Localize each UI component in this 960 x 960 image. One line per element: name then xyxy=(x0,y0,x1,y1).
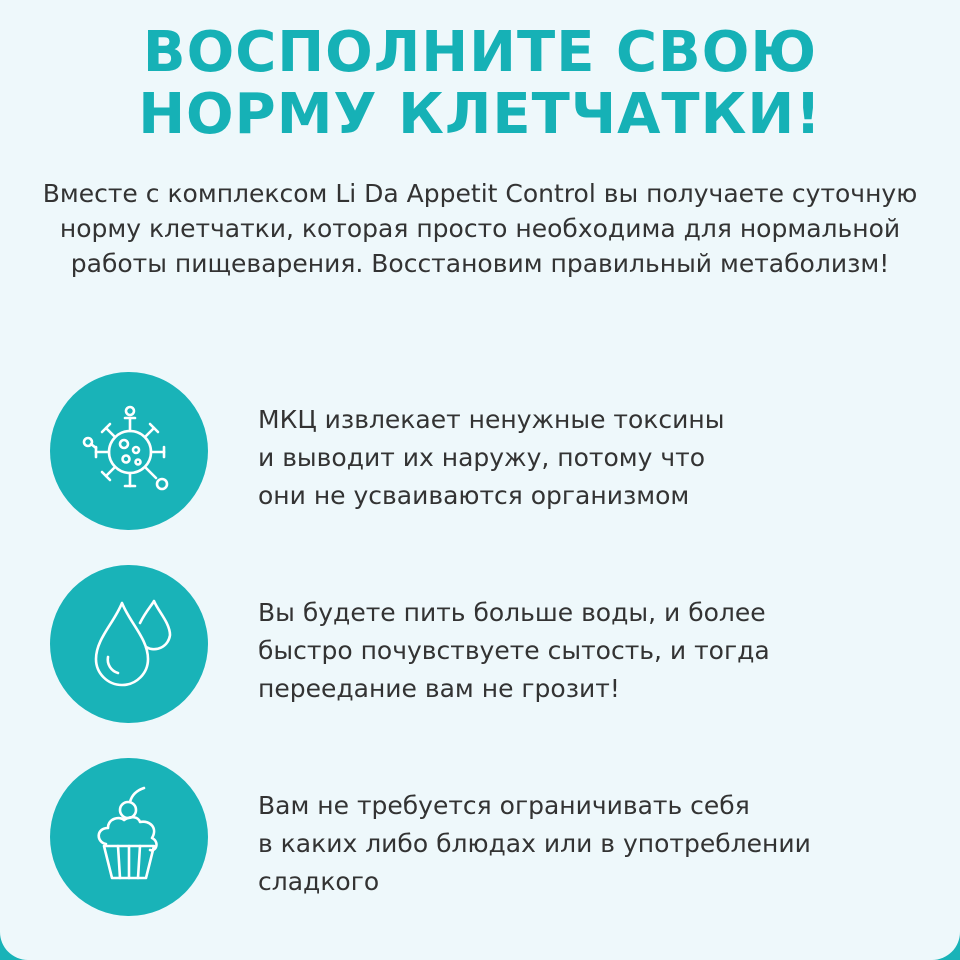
feature-text-line: сладкого xyxy=(258,867,380,896)
feature-text-line: переедание вам не грозит! xyxy=(258,674,620,703)
feature-text-line: в каких либо блюдах или в употреблении xyxy=(258,829,811,858)
feature-icon-circle xyxy=(50,565,208,723)
intro-paragraph: Вместе с комплексом Li Da Appetit Control вы получаете суточную норму клетчатки, которая просто необходима для нормальной работы пищеварения. Восстановим правильный метаболизм! xyxy=(42,179,918,278)
feature-text-line: МКЦ извлекает ненужные токсины xyxy=(258,405,725,434)
virus-icon xyxy=(74,396,184,506)
water-drops-icon xyxy=(74,589,184,699)
title-line-2: НОРМУ КЛЕТЧАТКИ! xyxy=(138,82,822,147)
feature-text-line: и выводит их наружу, потому что xyxy=(258,443,705,472)
feature-sweets xyxy=(50,758,910,916)
feature-text-line: они не усваиваются организмом xyxy=(258,481,690,510)
feature-icon-circle xyxy=(50,758,208,916)
feature-text-line: быстро почувствуете сытость, и тогда xyxy=(258,636,770,665)
feature-toxins xyxy=(50,372,910,530)
feature-text-line: Вы будете пить больше воды, и более xyxy=(258,598,766,627)
page-title xyxy=(0,22,960,146)
cupcake-icon xyxy=(74,782,184,892)
feature-text-line: Вам не требуется ограничивать себя xyxy=(258,791,750,820)
feature-water xyxy=(50,565,910,723)
feature-text xyxy=(258,401,878,515)
title-line-1: ВОСПОЛНИТЕ СВОЮ xyxy=(142,20,818,85)
feature-text xyxy=(258,594,878,708)
feature-icon-circle xyxy=(50,372,208,530)
feature-text xyxy=(258,787,878,901)
